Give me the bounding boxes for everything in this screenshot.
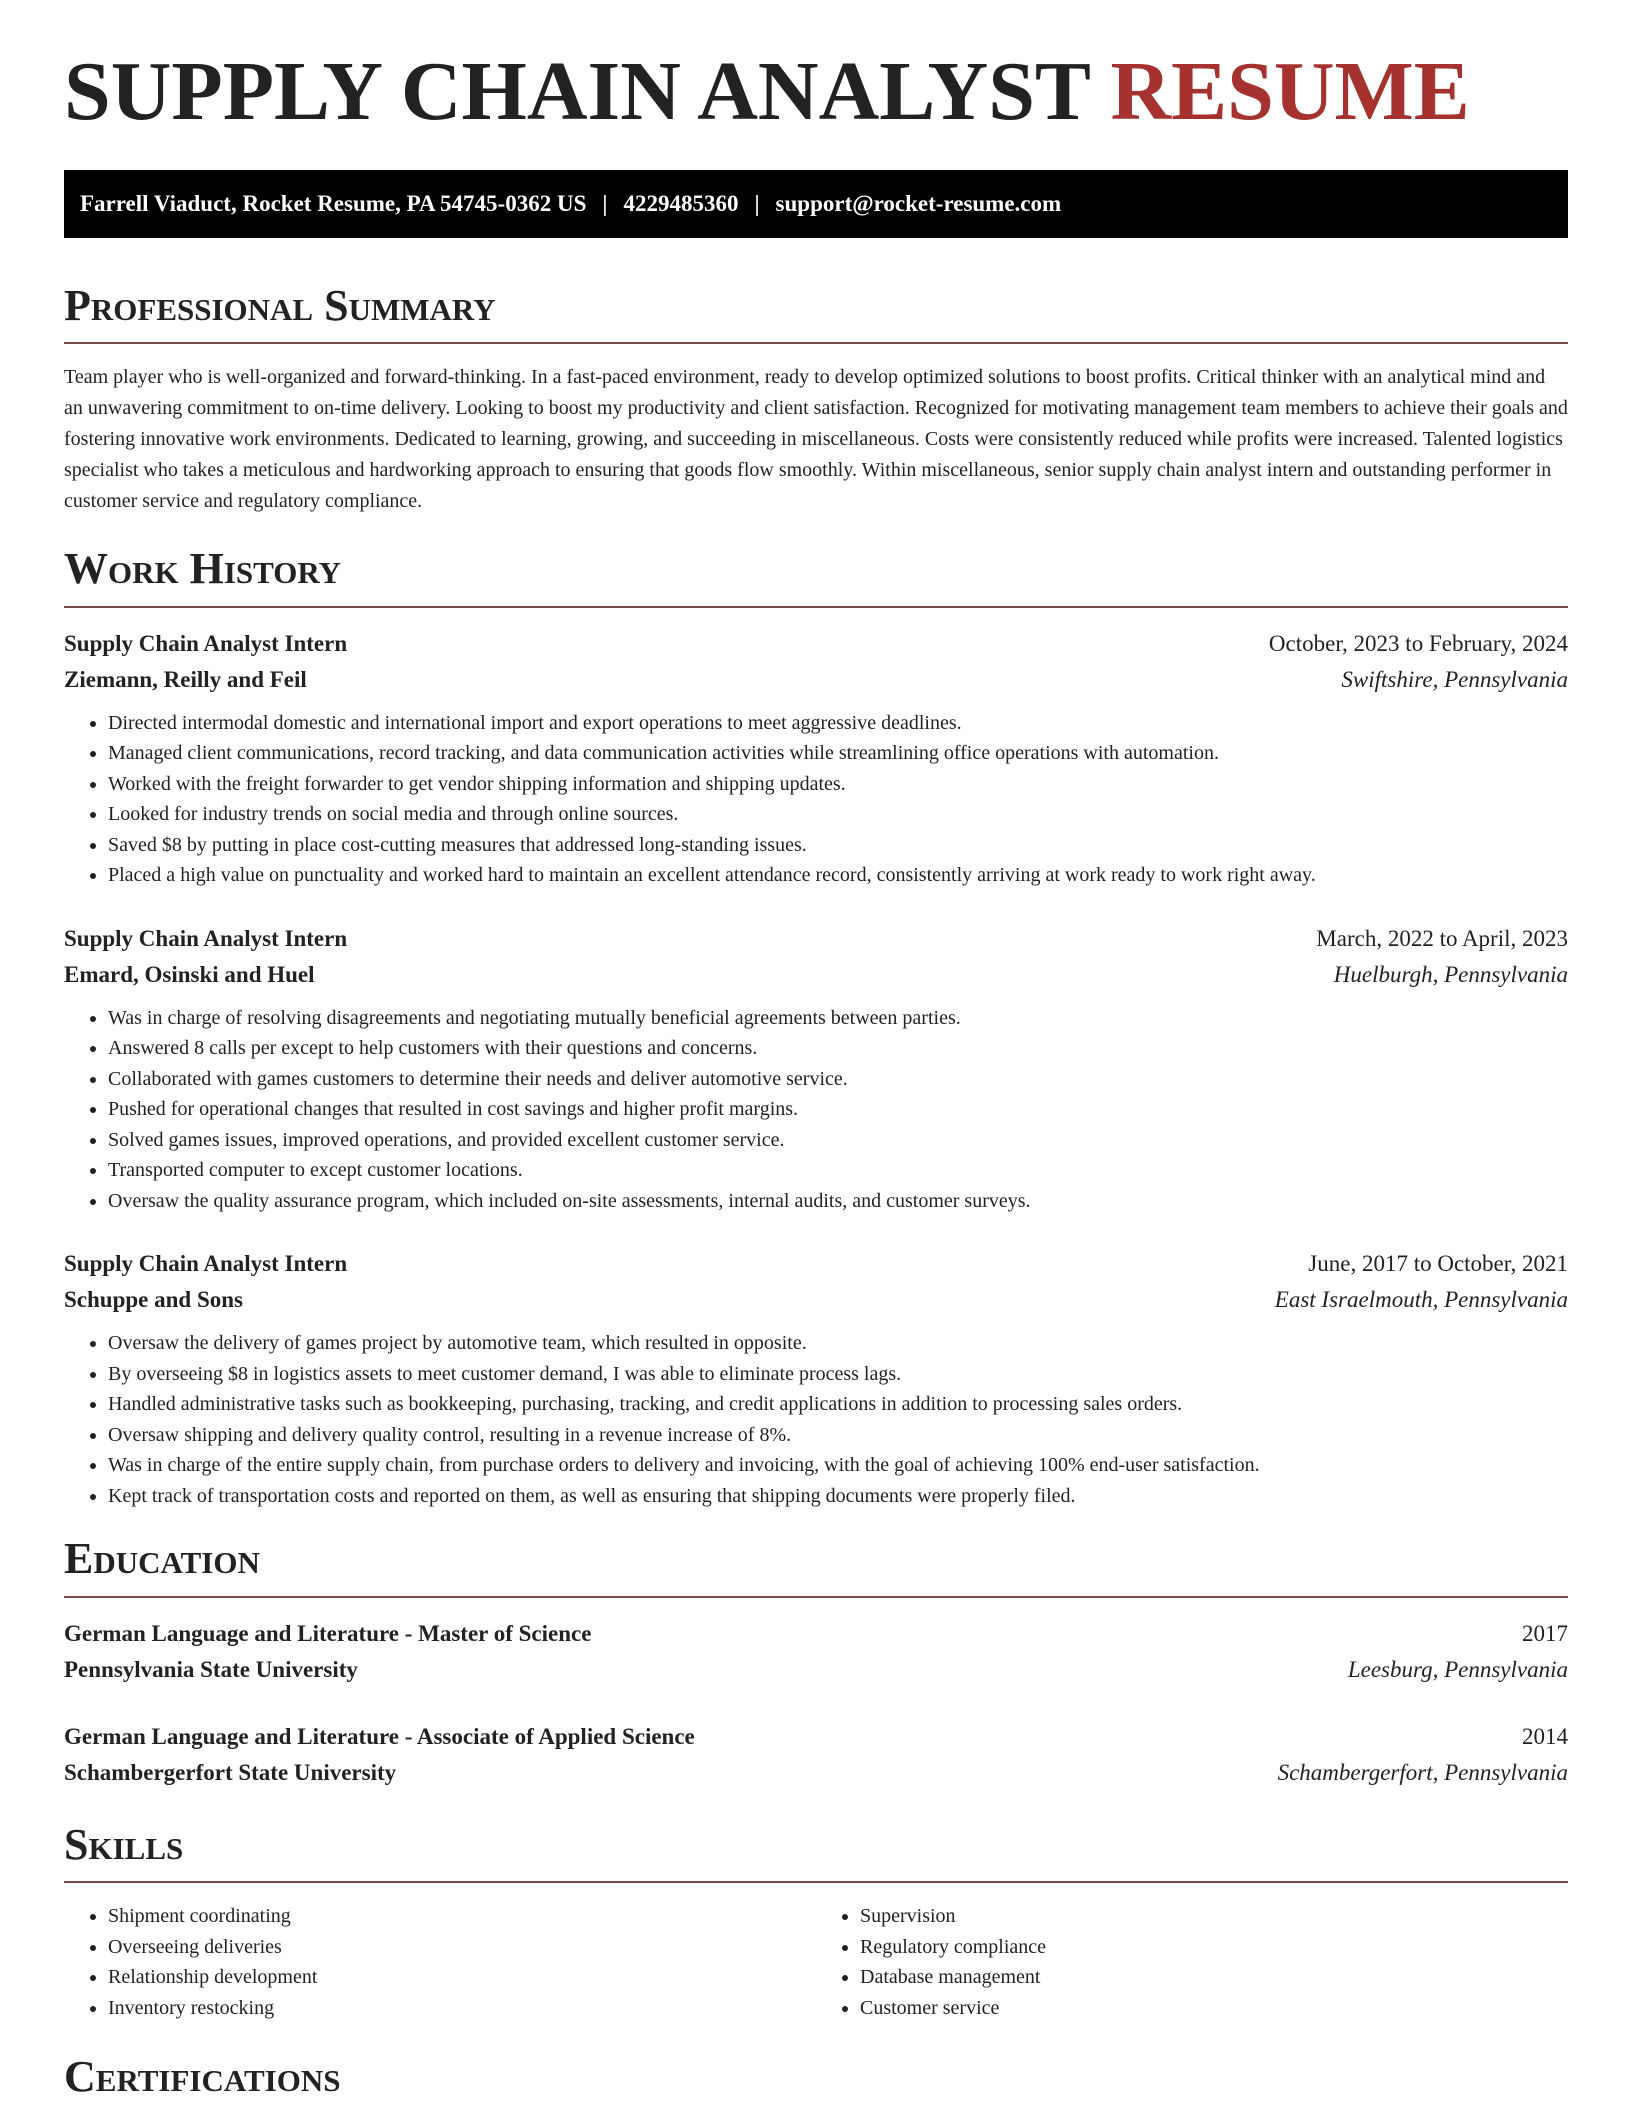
job-entry [64,1246,1568,1511]
contact-email[interactable]: support@rocket-resume.com [775,191,1062,216]
list-item: • Looked for industry trends on social media and through online sources. [108,799,1568,830]
section-divider [64,606,1568,608]
job-company-row [64,1282,1568,1318]
section-divider [64,342,1568,344]
list-item: • Pushed for operational changes that resulted in cost savings and higher profit margins. [108,1094,1568,1125]
education-degree-row [64,1719,1568,1755]
contact-bar [64,170,1568,238]
job-location: East Israelmouth, Pennsylvania [1274,1287,1568,1313]
work-history-section [64,545,1568,1511]
certifications-section [64,2053,1568,2101]
job-title: Supply Chain Analyst Intern [64,1251,348,1277]
job-bullets [64,708,1568,891]
section-heading-work: Work History [64,544,342,594]
education-school: Schambergerfort State University [64,1759,397,1785]
section-divider [64,1881,1568,1883]
list-item: • Solved games issues, improved operations, and provided excellent customer service. [108,1125,1568,1156]
professional-summary-section [64,282,1568,517]
job-location: Swiftshire, Pennsylvania [1341,666,1568,692]
education-location: Schambergerfort, Pennsylvania [1277,1759,1568,1785]
education-year: 2014 [1522,1723,1568,1749]
job-company: Ziemann, Reilly and Feil [64,666,307,692]
section-heading-education: Education [64,1534,260,1584]
skills-column-left [64,1901,816,2023]
skill-item: • Database management [860,1962,1568,1993]
list-item: • Oversaw the delivery of games project by automotive team, which resulted in opposite. [108,1328,1568,1359]
skill-item: • Relationship development [108,1962,816,1993]
education-entry [64,1616,1568,1688]
skill-item: • Shipment coordinating [108,1901,816,1932]
job-dates: October, 2023 to February, 2024 [1268,630,1568,656]
list-item: • Managed client communications, record tracking, and data communication activities while streamlining office operations with automation. [108,738,1568,769]
education-school-row [64,1755,1568,1791]
education-school: Pennsylvania State University [64,1656,358,1682]
job-location: Huelburgh, Pennsylvania [1333,961,1568,987]
skill-item: • Regulatory compliance [860,1932,1568,1963]
education-location: Leesburg, Pennsylvania [1347,1656,1568,1682]
job-header-row [64,626,1568,662]
list-item: • Oversaw the quality assurance program, which included on-site assessments, internal audits, and customer surveys. [108,1186,1568,1217]
list-item: • Collaborated with games customers to determine their needs and deliver automotive service. [108,1064,1568,1095]
skill-item: • Overseeing deliveries [108,1932,816,1963]
contact-separator: | [754,191,760,216]
skills-column-right [816,1901,1568,2023]
list-item: • Answered 8 calls per except to help customers with their questions and concerns. [108,1033,1568,1064]
job-entry [64,626,1568,891]
resume-title [64,45,1568,138]
contact-address: Farrell Viaduct, Rocket Resume, PA 54745-0362 US [80,191,587,216]
contact-separator: | [602,191,608,216]
contact-phone: 4229485360 [623,191,739,216]
job-bullets [64,1003,1568,1217]
skill-item: • Customer service [860,1993,1568,2024]
job-entry [64,921,1568,1217]
title-accent: RESUME [1110,45,1470,138]
list-item: • By overseeing $8 in logistics assets to meet customer demand, I was able to eliminate process lags. [108,1359,1568,1390]
list-item: • Was in charge of the entire supply chain, from purchase orders to delivery and invoicing, with the goal of achieving 100% end-user satisfaction. [108,1450,1568,1481]
job-dates: June, 2017 to October, 2021 [1308,1251,1568,1277]
education-entry [64,1719,1568,1791]
section-heading-summary: Professional Summary [64,281,496,330]
list-item: • Placed a high value on punctuality and worked hard to maintain an excellent attendance record, consistently arriving at work ready to work right away. [108,860,1568,891]
job-bullets [64,1328,1568,1511]
education-degree: German Language and Literature - Associate of Applied Science [64,1723,695,1749]
skills-grid [64,1901,1568,2023]
section-heading-certifications: Certifications [64,2052,341,2102]
education-degree-row [64,1616,1568,1652]
job-company: Schuppe and Sons [64,1287,243,1313]
list-item: • Was in charge of resolving disagreements and negotiating mutually beneficial agreements between parties. [108,1003,1568,1034]
list-item: • Handled administrative tasks such as bookkeeping, purchasing, tracking, and credit applications in addition to processing sales orders. [108,1389,1568,1420]
skill-item: • Supervision [860,1901,1568,1932]
summary-text: Team player who is well-organized and forward-thinking. In a fast-paced environment, ready to develop optimized solutions to boost profits. Critical thinker with an analytical mind and an unwavering commitment to on-time delivery. Looking to boost my productivity and client satisfaction. Recognized for motivating management team members to achieve their goals and fostering innovative work environments. Dedicated to learning, growing, and succeeding in miscellaneous. Costs were consistently reduced while profits were increased. Talented logistics specialist who takes a meticulous and hardworking approach to ensuring that goods flow smoothly. Within miscellaneous, senior supply chain analyst intern and outstanding performer in customer service and regulatory compliance. [64,366,1568,513]
section-divider [64,1596,1568,1598]
list-item: • Kept track of transportation costs and reported on them, as well as ensuring that shipping documents were properly filed. [108,1481,1568,1512]
job-header-row [64,1246,1568,1282]
list-item: • Transported computer to except customer locations. [108,1155,1568,1186]
job-header-row [64,921,1568,957]
list-item: • Oversaw shipping and delivery quality control, resulting in a revenue increase of 8%. [108,1420,1568,1451]
section-heading-skills: Skills [64,1819,184,1869]
education-year: 2017 [1522,1620,1568,1646]
list-item: • Saved $8 by putting in place cost-cutting measures that addressed long-standing issues. [108,830,1568,861]
job-dates: March, 2022 to April, 2023 [1316,925,1568,951]
list-item: • Directed intermodal domestic and international import and export operations to meet aggressive deadlines. [108,708,1568,739]
job-company-row [64,957,1568,993]
skill-item: • Inventory restocking [108,1993,816,2024]
job-title: Supply Chain Analyst Intern [64,925,348,951]
education-degree: German Language and Literature - Master of Science [64,1620,592,1646]
skills-section [64,1821,1568,2023]
education-school-row [64,1652,1568,1688]
job-company-row [64,662,1568,698]
title-main: SUPPLY CHAIN ANALYST [64,45,1090,138]
list-item: • Worked with the freight forwarder to get vendor shipping information and shipping updates. [108,769,1568,800]
education-section [64,1535,1568,1790]
resume-page [64,0,1568,2101]
job-title: Supply Chain Analyst Intern [64,630,348,656]
job-company: Emard, Osinski and Huel [64,961,315,987]
